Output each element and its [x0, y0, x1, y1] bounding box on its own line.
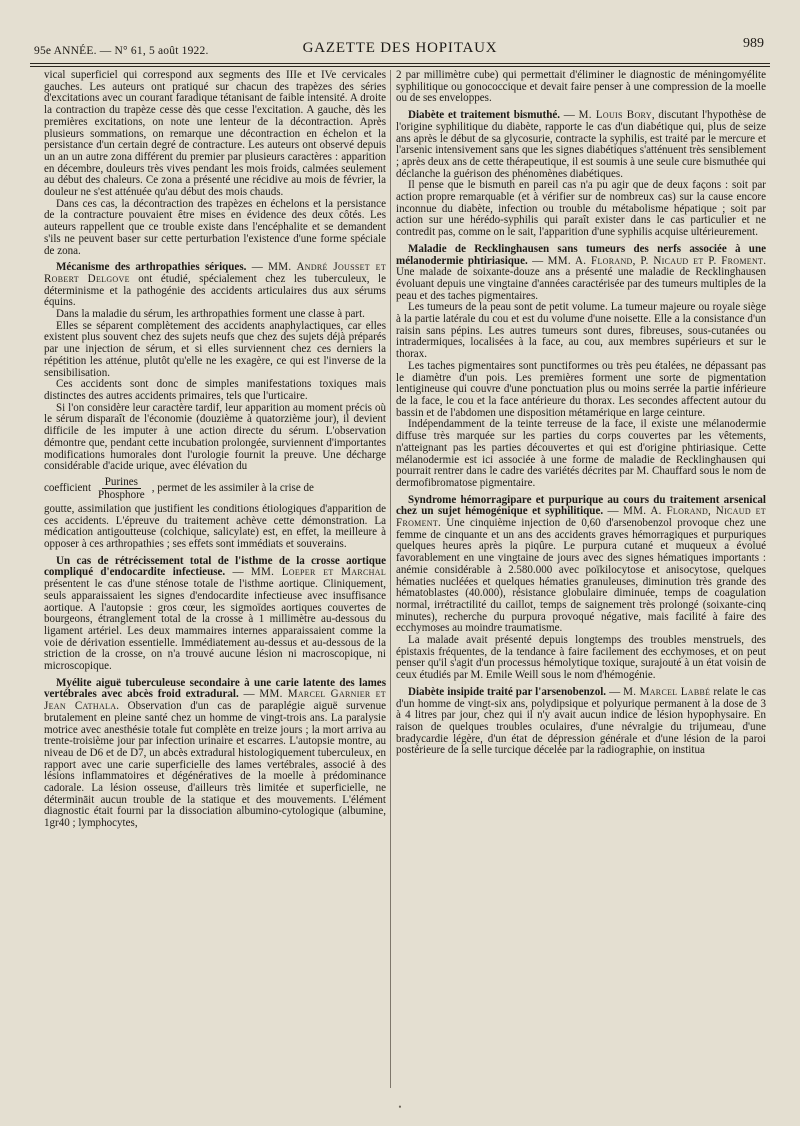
- journal-title: GAZETTE DES HOPITAUX: [302, 40, 498, 56]
- header-rule-double: [30, 66, 770, 67]
- article-text: . Une malade de soixante-douze ans a présenté une maladie de Recklinghausen évoluant depuis une vingtaine d'années caractérisée par des tumeurs multiples de la peau et des taches pigmentaires.: [396, 254, 766, 302]
- article-title: Diabète insipide traité par l'arsenobenzol.: [408, 685, 607, 698]
- article-authors: MM. A. Florand, P. Nicaud et P. Froment: [547, 254, 764, 267]
- paragraph: 2 par millimètre cube) qui permettait d'éliminer le diagnostic de méningomyélite syphilitique ou gonococcique et devait faire penser à une compression de la moelle ou de ses enveloppes.: [396, 70, 766, 105]
- page-header: [30, 22, 770, 62]
- paragraph: Si l'on considère leur caractère tardif, leur apparition au moment précis où le sérum disparaît de l'économie (douzième à quatorzième jour), il devient difficile de les imputer à une action directe du sérum. L'observation démontre que, pendant cette incubation prolongée, surviennent d'importantes modifications humorales dont l'urologie fournit la preuve. Une décharge considérable d'acide urique, avec élévation du: [44, 401, 386, 473]
- article-syndrome-hemorragipare: Syndrome hémorragipare et purpurique au cours du traitement arsenical chez un sujet hémogénique et syphilitique. — MM. A. Florand, Nicaud et Froment. Une cinquième injection de 0,60 d'arsenobenzol provoque chez une femme de cinquante et un ans des accidents graves hémorragiques et purpuriques quelques heures après la piqûre. Le purpura cutané et muqueux a évolué favorablement en une vingtaine de jours avec des signes hématiques importants : anémie considérable à 2.580.000 avec poïkilocytose et anisocytose, quelques hématies nucléées et quelques hématies granuleuses, diminution très grande des hématoblastes (40.000), résistance globulaire diminuée, temps de coagulation normal, irrétractilité du caillot, temps de saignement très prolongé (soixante-cinq minutes), recherche du purpura provoqué négative, mais facilité à faire des ecchymoses au moindre traumatisme.: [396, 493, 766, 635]
- article-text: , discutant l'hypothèse de l'origine syphilitique du diabète, rapporte le cas d'un diabétique qui, plus de seize ans après le début de sa glycosurie, contracte la syphilis, est traité par le mercure et l'arsenic intensivement sans que les signes diabétiques s'atténuent très sensiblement ; après deux ans de cette thérapeutique, il est soumis à une seule cure bismuthée qui déclanche la guérison des phénomènes diabétiques.: [396, 109, 766, 180]
- paragraph: Il pense que le bismuth en pareil cas n'a pu agir que de deux façons : soit par action propre remarquable (et à vérifier sur de nombreux cas) sur la cause encore inconnue du diabète, infection ou trouble du métabolisme hépatique ; soit par action sur une hérédo-syphilis qui paraît exister dans le cas particulier et ne contredit pas, comme on le sait, l'apparition d'une syphilis acquise ultérieurement.: [396, 179, 766, 239]
- paragraph: Dans ces cas, la décontraction des trapèzes en échelons et la persistance de la contracture pouvaient être mises en évidence des deux côtés. Les auteurs rappellent que ce trouble existe dans l'encéphalite et se demandent s'ils ne peuvent baser sur cette perturbation l'existence d'une forme spéciale de zona.: [44, 197, 386, 257]
- coefficient-formula: [44, 476, 386, 501]
- article-title: Maladie de Recklinghausen sans tumeurs des nerfs associée à une mélanodermie phtiriasique.: [396, 242, 766, 267]
- article-recklinghausen: Maladie de Recklinghausen sans tumeurs des nerfs associée à une mélanodermie phtiriasique. — MM. A. Florand, P. Nicaud et P. Froment. Une malade de soixante-douze ans a présenté une maladie de Recklinghausen évoluant depuis une vingtaine d'années caractérisée par des tumeurs multiples de la peau et des taches pigmentaires.: [396, 242, 766, 302]
- article-arthropathies: Mécanisme des arthropathies sériques. — MM. André Jousset et Robert Delgove ont étudié, spécialement chez les tuberculeux, le déterminisme et la pathogénie des accidents articulaires dus aux sérums équins.: [44, 261, 386, 309]
- fraction-numerator: Purines: [102, 476, 141, 489]
- article-text: relate le cas d'un homme de vingt-six ans, polydipsique et polyurique permanent à la dose de 3 à 4 litres par jour, chez qui il n'y avait aucun indice de lésion hypophysaire. En raison de quelques troubles oculaires, d'une névralgie du trijumeau, d'une bradycardie légère, d'un état de dépression générale et d'une lésion de la paroi postérieure de la selle turcique décelée par la radiographie, on institua: [396, 685, 766, 757]
- footer-mark: •: [398, 1102, 402, 1112]
- paragraph: Indépendamment de la teinte terreuse de la face, il existe une mélanodermie diffuse très marquée sur les parties du corps couvertes par les vêtements, n'atteignant pas les parties découvertes et qui est d'origine phtiriasique. Cette mélanodermie est ici associée à une forme de maladie de Recklinghausen qui pourrait rentrer dans le cadre des variétés décrites par M. Chauffard sous le nom de dermofibromatose pigmentaire.: [396, 418, 766, 489]
- article-authors: M. Louis Bory: [578, 109, 652, 122]
- article-diabete-bismuth: Diabète et traitement bismuthé. — M. Louis Bory, discutant l'hypothèse de l'origine syphilitique du diabète, rapporte le cas d'un diabétique qui, plus de seize ans après le début de sa glycosurie, contracte la syphilis, est traité par le mercure et l'arsenic intensivement sans que les signes diabétiques s'atténuent très sensiblement ; après deux ans de cette thérapeutique, il est soumis à une seule cure bismuthée qui déclanche la guérison des phénomènes diabétiques.: [396, 109, 766, 180]
- column-divider: [390, 70, 391, 1088]
- paragraph: goutte, assimilation que justifient les conditions étiologiques d'apparition de ces accidents. L'épreuve du traitement achève cette démonstration. La médication antigoutteuse (colchique, salicylate) est, en effet, la meilleure à opposer à ces arthropathies ; ses effets sont immédiats et souverains.: [44, 502, 386, 551]
- formula-label: coefficient: [44, 482, 92, 495]
- fraction-denominator: Phosphore: [98, 488, 145, 501]
- article-authors: MM. André Jousset et Robert Delgove: [44, 261, 386, 285]
- paragraph: La malade avait présenté depuis longtemps des troubles menstruels, des épistaxis fréquentes, de la tendance à faire facilement des ecchymoses, et on peut penser qu'il s'agit d'un processus hémolytique toxique, surajouté à un état voisin de ceux étudiés par M. Emile Weill sous le nom d'hémogénie.: [396, 634, 766, 682]
- paragraph: Ces accidents sont donc de simples manifestations toxiques mais distinctes des autres accidents primaires, tels que l'urticaire.: [44, 378, 386, 402]
- article-myelite: Myélite aiguë tuberculeuse secondaire à une carie latente des lames vertébrales avec abcès froid extradural. — MM. Marcel Garnier et Jean Cathala. Observation d'un cas de paraplégie aiguë survenue brutalement en pleine santé chez un homme de vingt-trois ans. La paralysie motrice avec anesthésie totale fut complète en treize jours ; la mort arriva au trente-troisième jour par infection urinaire et escarres. L'autopsie montre, au niveau de D6 et de D7, un abcès extradural histologiquement tuberculeux, en rapport avec une carie superficielle des lames vertébrales, associé à des lésions inflammatoires et dégénératives de la moelle à prédominance cadorale. La lésion osseuse, d'ailleurs très limitée et superficielle, ne détermināit aucun trouble de la statique et des mouvements. L'élément diagnostic était fourni par la dissociation albumino-cytologique (albumine, 1gr40 ; lymphocytes,: [44, 676, 386, 830]
- left-column: [44, 70, 386, 1088]
- formula-rest: , permet de les assimiler à la crise de: [151, 482, 314, 495]
- paragraph: Les taches pigmentaires sont punctiformes ou très peu étalées, ne dépassant pas le diamètre d'un pois. Les premières forment une sorte de pigmentation lentigineuse qui couvre d'une ponctuation plus ou moins serrée la partie inférieure de la face, le cou et la face antérieure du thorax. Les secondes affectent autour du bassin et de l'abdomen une disposition métamérique en large ceinture.: [396, 359, 766, 419]
- article-authors: MM. Loeper et Marchal: [250, 566, 386, 579]
- article-title: Mécanisme des arthropathies sériques.: [56, 261, 247, 274]
- article-text: Observation d'un cas de paraplégie aiguë survenue brutalement en pleine santé chez un homme de vingt-trois ans. La paralysie motrice avec anesthésie totale fut complète en treize jours ; la mort arriva au trente-troisième jour par infection urinaire et escarres. L'autopsie montre, au niveau de D6 et de D7, un abcès extradural histologiquement tuberculeux, en rapport avec une carie superficielle des lames vertébrales, associé à des lésions inflammatoires et dégénératives de la moelle à prédominance cadorale. La lésion osseuse, d'ailleurs très limitée et superficielle, ne détermināit aucun trouble de la statique et des mouvements. L'élément diagnostic était fourni par la dissociation albumino-cytologique (albumine, 1gr40 ; lymphocytes,: [44, 700, 386, 830]
- article-authors: MM. A. Florand, Nicaud et Froment: [396, 505, 766, 530]
- right-column: [396, 70, 766, 1088]
- article-authors: MM. Marcel Garnier et Jean Cathala: [44, 688, 386, 713]
- paragraph: Les tumeurs de la peau sont de petit volume. La tumeur majeure ou royale siège à la partie latérale du cou et est du volume d'une noisette. Elle a la consistance d'un raisin sans pépins. Les autres tumeurs sont dures, fibreuses, sous-cutanées ou intradermiques, localisées à la face, au cou, aux membres supérieurs et sur le thorax.: [396, 301, 766, 361]
- article-diabete-insipide: Diabète insipide traité par l'arsenobenzol. — M. Marcel Labbé relate le cas d'un homme de vingt-six ans, polydipsique et polyurique permanent à la dose de 3 à 4 litres par jour, chez qui il n'y avait aucun indice de lésion hypophysaire. En raison de quelques troubles oculaires, d'une névralgie du trijumeau, d'une bradycardie légère, d'un état de dépression générale et d'une lésion de la paroi postérieure de la selle turcique décelée par la radiographie, on institua: [396, 685, 766, 757]
- article-title: Un cas de rétrécissement total de l'isthme de la crosse aortique compliqué d'endocardite infectieuse.: [44, 554, 386, 579]
- article-title: Myélite aiguë tuberculeuse secondaire à une carie latente des lames vertébrales avec abcès froid extradural.: [44, 676, 386, 701]
- article-title: Syndrome hémorragipare et purpurique au cours du traitement arsenical chez un sujet hémogénique et syphilitique.: [396, 493, 766, 518]
- article-text: présentent le cas d'une sténose totale de l'isthme aortique. Cliniquement, seuls apparaissaient les signes d'endocardite infectieuse avec insuffisance aortique. A l'autopsie : gros cœur, les sigmoïdes aortiques couvertes de bourgeons, étranglement total de la crosse à 1 millimètre au-dessous du ligament artériel. Les deux mammaires internes apparaissaient comme la voie de dérivation essentielle. Immédiatement au-dessus et au-dessous de la striction de la crosse, on n'a trouvé aucune lésion ni macroscopique, ni microscopique.: [44, 578, 386, 673]
- page-number: 989: [743, 36, 764, 51]
- article-isthme-aortique: Un cas de rétrécissement total de l'isthme de la crosse aortique compliqué d'endocardite infectieuse. — MM. Loeper et Marchal présentent le cas d'une sténose totale de l'isthme aortique. Cliniquement, seuls apparaissaient les signes d'endocardite infectieuse avec insuffisance aortique. A l'autopsie : gros cœur, les sigmoïdes aortiques couvertes de bourgeons, étranglement total de la crosse à 1 millimètre au-dessous du ligament artériel. Les deux mammaires internes apparaissaient comme la voie de dérivation essentielle. Immédiatement au-dessus et au-dessous de la striction de la crosse, on n'a trouvé aucune lésion ni macroscopique, ni microscopique.: [44, 554, 386, 673]
- issue-line: 95e ANNÉE. — N° 61, 5 août 1922.: [34, 45, 209, 57]
- article-title: Diabète et traitement bismuthé.: [408, 109, 561, 122]
- fraction: [95, 476, 148, 501]
- paragraph: Elles se séparent complètement des accidents anaphylactiques, car elles existent plus souvent chez des sujets neufs que chez des sujets déjà préparés par une injection de sérum, et si elles surviennent chez ces derniers la répétition les atténue, plutôt qu'elle ne les exagère, ce qui est l'inverse de la sensibilisation.: [44, 319, 386, 379]
- article-text: ont étudié, spécialement chez les tuberculeux, le déterminisme et la pathogénie des accidents articulaires dus aux sérums équins.: [44, 272, 386, 309]
- two-column-body: [44, 70, 766, 1088]
- paragraph: vical superficiel qui correspond aux segments des IIIe et IVe cervicales gauches. Les auteurs ont pratiqué sur chacun des trapèzes des séries d'excitations avec un courant faradique tétanisant de faible intensité. A droite la contraction du trapèze cesse dès que cesse l'excitation. A gauche, dès les premières excitations, on note une lenteur de la décontraction. Après plusieurs sommations, on remarque une décontraction en échelon et la persistance d'un certain degré de contracture. Les auteurs ont observé depuis un an un autre zona différent du premier par plusieurs caractères : apparition en décembre, douleurs très vives pendant les mois froids, calmées seulement au début des chaleurs. Ce zona a présenté une récidive au mois de février, la douleur ne s'est atténuée qu'au début des mois chauds.: [44, 70, 386, 199]
- paragraph: Dans la maladie du sérum, les arthropathies forment une classe à part.: [56, 308, 365, 321]
- article-authors: M. Marcel Labbé: [623, 685, 711, 698]
- header-rule: [30, 63, 770, 64]
- article-text: . Une cinquième injection de 0,60 d'arsenobenzol provoque chez une femme de cinquante et un ans des accidents graves hémorragiques et purpuriques quelques heures après la piqûre. Le purpura cutané et muqueux a évolué favorablement en une vingtaine de jours avec des signes hématiques importants : anémie considérable à 2.580.000 avec poïkilocytose et anisocytose, quelques hématies nucléées et quelques hématies granuleuses, diminution très grande des hématoblastes (40.000), résistance globulaire diminuée, temps de coagulation normal, irrétractilité du caillot, temps de saignement très prolongé (soixante-cinq minutes), recherche du purpura provoqué négative, mais facilité à faire des ecchymoses au moindre traumatisme.: [396, 517, 766, 635]
